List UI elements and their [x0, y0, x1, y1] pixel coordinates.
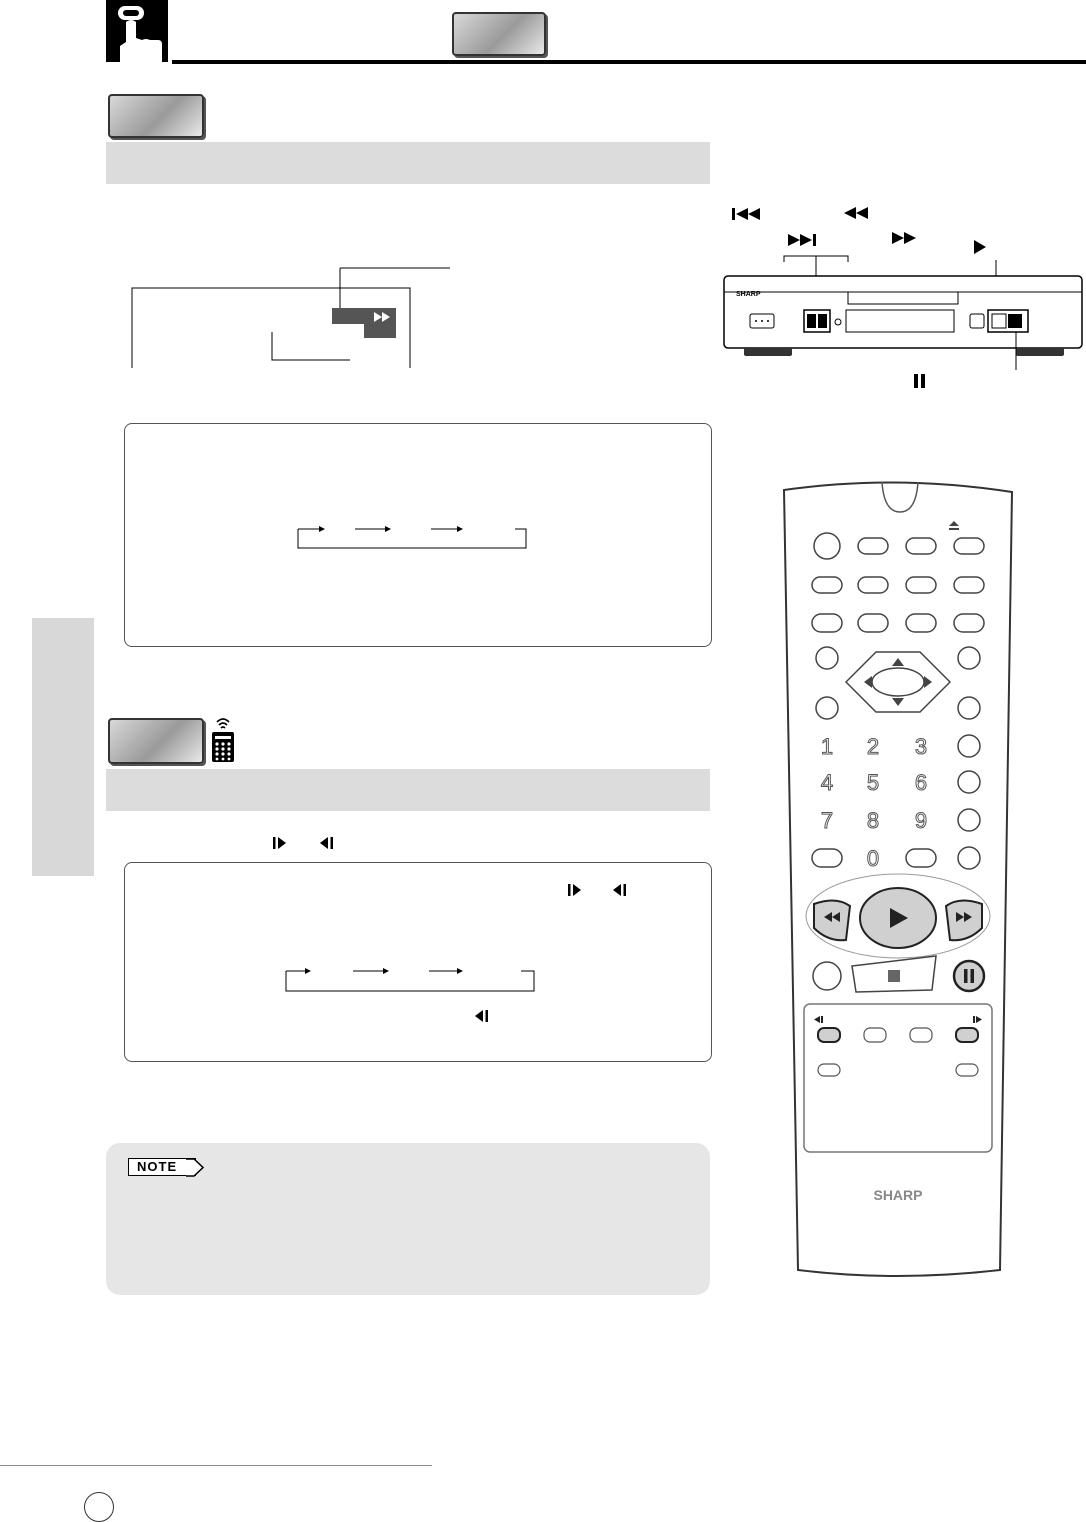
remote-control-icon: [210, 716, 236, 762]
section1-heading-band: [106, 142, 710, 184]
disc-tab-button: [108, 94, 204, 138]
slow-cycle-box: [124, 862, 712, 1062]
osd-callout-diagram: [120, 260, 460, 395]
slow-reverse-icon-3: [473, 1009, 489, 1023]
number-key-7: 7: [820, 808, 834, 833]
number-key-8: 8: [866, 808, 880, 833]
footer-rule: [0, 1465, 432, 1466]
note-arrow-icon: [186, 1158, 204, 1177]
number-key-4: 4: [820, 770, 834, 795]
page-number-circle: [84, 1492, 114, 1522]
cycle-arrow-diagram: [293, 522, 533, 552]
slow-reverse-icon-2: [611, 883, 627, 897]
slow-forward-icon-2: [567, 883, 583, 897]
disc-tab-button-2: [108, 718, 204, 764]
skip-forward-icon: [788, 234, 816, 246]
number-key-5: 5: [866, 770, 880, 795]
rewind-icon: [844, 207, 868, 219]
slow-reverse-icon: [318, 836, 334, 850]
speed-cycle-box: [124, 423, 712, 647]
fast-forward-icon: [892, 232, 916, 244]
number-key-9: 9: [914, 808, 928, 833]
cycle-arrow-diagram-2: [281, 963, 541, 995]
header-rule: [172, 60, 1086, 64]
header: [0, 0, 1086, 70]
number-key-0: 0: [866, 846, 880, 871]
remote-brand: SHARP: [873, 1187, 923, 1203]
chapter-side-tab: [32, 618, 94, 876]
note-label: NOTE: [128, 1158, 196, 1176]
number-key-2: 2: [866, 734, 880, 759]
hand-pointing-icon: [106, 0, 168, 62]
player-brand: SHARP: [736, 291, 761, 298]
slow-forward-icon: [272, 836, 288, 850]
play-icon: [974, 240, 986, 254]
dvd-player-illustration: [720, 196, 1086, 396]
skip-back-icon: [732, 208, 760, 220]
section2-heading-band: [106, 769, 710, 811]
number-key-6: 6: [914, 770, 928, 795]
remote-control-illustration: [776, 476, 1020, 1282]
number-key-1: 1: [820, 734, 834, 759]
pause-icon: [914, 374, 925, 388]
number-key-3: 3: [914, 734, 928, 759]
header-chapter-tab: [452, 12, 546, 56]
